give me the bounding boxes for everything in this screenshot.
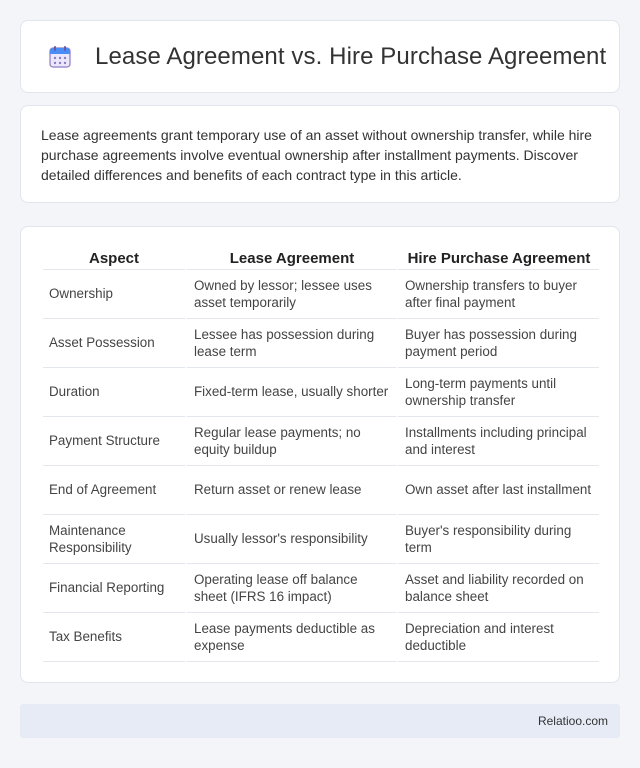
table-header-row: [43, 247, 599, 270]
hire-purchase-cell: Long-term payments until ownership transfer: [396, 368, 599, 417]
footer-brand[interactable]: Relatioo.com: [537, 714, 608, 728]
intro-card: [20, 105, 620, 203]
lease-cell: Usually lessor's responsibility: [185, 515, 396, 564]
comparison-card: [20, 226, 620, 683]
lease-cell: Lessee has possession during lease term: [185, 319, 396, 368]
table-row: [43, 515, 599, 564]
footer-bar: [20, 704, 620, 738]
hire-purchase-cell: Buyer has possession during payment period: [396, 319, 599, 368]
lease-cell: Regular lease payments; no equity buildup: [185, 417, 396, 466]
table-row: [43, 270, 599, 319]
table-row: [43, 466, 599, 515]
title-card: [20, 20, 620, 93]
aspect-cell: Duration: [43, 368, 185, 417]
aspect-cell: Financial Reporting: [43, 564, 185, 613]
hire-purchase-cell: Own asset after last installment: [396, 466, 599, 515]
aspect-cell: Ownership: [43, 270, 185, 319]
table-row: [43, 613, 599, 662]
aspect-cell: Maintenance Responsibility: [43, 515, 185, 564]
hire-purchase-cell: Buyer's responsibility during term: [396, 515, 599, 564]
lease-cell: Lease payments deductible as expense: [185, 613, 396, 662]
table-row: [43, 319, 599, 368]
lease-cell: Return asset or renew lease: [185, 466, 396, 515]
aspect-cell: Tax Benefits: [43, 613, 185, 662]
comparison-table: [43, 247, 599, 662]
aspect-cell: End of Agreement: [43, 466, 185, 515]
lease-cell: Fixed-term lease, usually shorter: [185, 368, 396, 417]
calendar-icon: [47, 44, 73, 70]
hire-purchase-cell: Installments including principal and interest: [396, 417, 599, 466]
hire-purchase-cell: Depreciation and interest deductible: [396, 613, 599, 662]
header-aspect: Aspect: [43, 247, 185, 270]
hire-purchase-cell: Ownership transfers to buyer after final payment: [396, 270, 599, 319]
hire-purchase-cell: Asset and liability recorded on balance sheet: [396, 564, 599, 613]
table-row: [43, 417, 599, 466]
aspect-cell: Asset Possession: [43, 319, 185, 368]
page-title: Lease Agreement vs. Hire Purchase Agreement: [95, 42, 607, 70]
table-row: [43, 368, 599, 417]
aspect-cell: Payment Structure: [43, 417, 185, 466]
lease-cell: Owned by lessor; lessee uses asset temporarily: [185, 270, 396, 319]
lease-cell: Operating lease off balance sheet (IFRS 16 impact): [185, 564, 396, 613]
header-hire-purchase-agreement: Hire Purchase Agreement: [396, 247, 599, 270]
intro-paragraph: Lease agreements grant temporary use of an asset without ownership transfer, while hire purchase agreements involve eventual ownership after installment payments. Discover detailed differences and benefits of each contract type in this article.: [41, 127, 592, 183]
header-lease-agreement: Lease Agreement: [185, 247, 396, 270]
table-row: [43, 564, 599, 613]
